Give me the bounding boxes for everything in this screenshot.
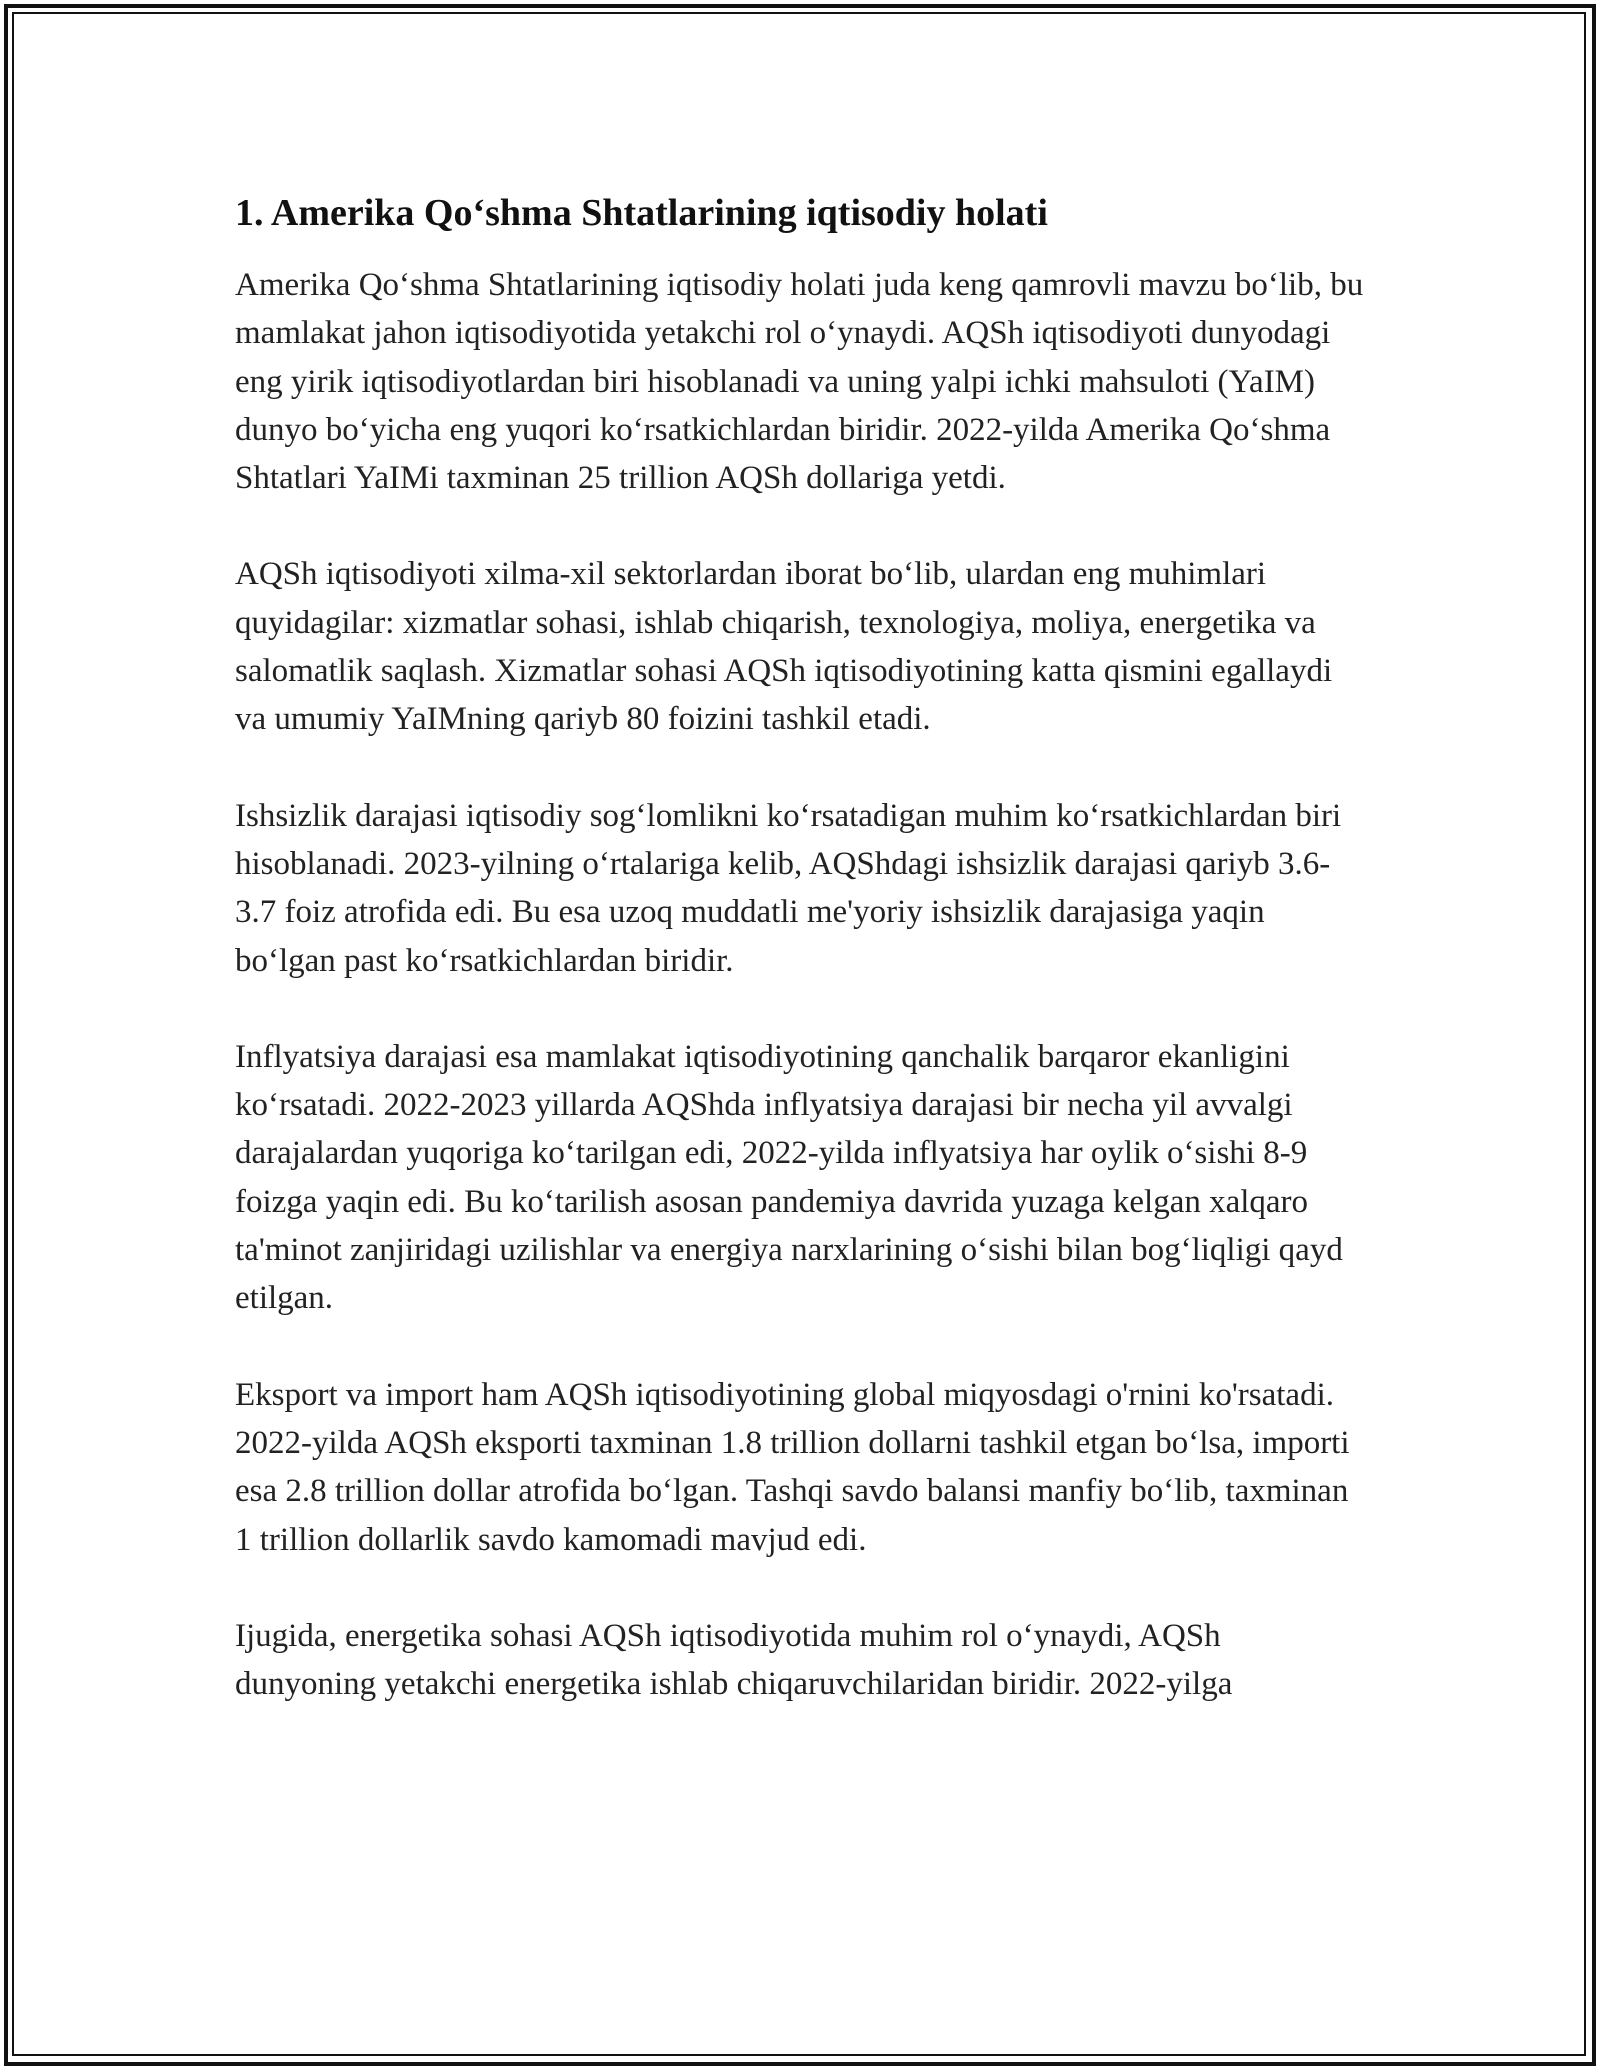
paragraph-trade: Eksport va import ham AQSh iqtisodiyotining global miqyosdagi o'rnini ko'rsatadi. 2022-yilda AQSh eksporti taxminan 1.8 trillion dollarni tashkil etgan bo‘lsa, importi esa 2.8 trillion dollar atrofida bo‘lgan. Tashqi savdo balansi manfiy bo‘lib, taxminan 1 trillion dollarlik savdo kamomadi mavjud edi. (235, 1376, 1350, 1558)
document-body (235, 185, 1365, 1708)
section-title: 1. Amerika Qo‘shma Shtatlarining iqtisodiy holati (235, 192, 1048, 234)
paragraph-inflation: Inflyatsiya darajasi esa mamlakat iqtisodiyotining qanchalik barqaror ekanligini ko‘rsatadi. 2022-2023 yillarda AQShda inflyatsiya darajasi bir necha yil avvalgi darajalardan yuqoriga ko‘tarilgan edi, 2022-yilda inflyatsiya har oylik o‘sishi 8-9 foizga yaqin edi. Bu ko‘tarilish asosan pandemiya davrida yuzaga kelgan xalqaro ta'minot zanjiridagi uzilishlar va energiya narxlarining o‘sishi bilan bog‘liqligi qayd etilgan. (235, 1038, 1343, 1317)
paragraph-sectors: AQSh iqtisodiyoti xilma-xil sektorlardan iborat bo‘lib, ulardan eng muhimlari quyidagilar: xizmatlar sohasi, ishlab chiqarish, texnologiya, moliya, energetika va salomatlik saqlash. Xizmatlar sohasi AQSh iqtisodiyotining katta qismini egallaydi va umumiy YaIMning qariyb 80 foizini tashkil etadi. (235, 556, 1333, 738)
paragraph-gdp: Amerika Qo‘shma Shtatlarining iqtisodiy holati juda keng qamrovli mavzu bo‘lib, bu mamlakat jahon iqtisodiyotida yetakchi rol o‘ynaydi. AQSh iqtisodiyoti dunyodagi eng yirik iqtisodiyotlardan biri hisoblanadi va uning yalpi ichki mahsuloti (YaIM) dunyo bo‘yicha eng yuqori ko‘rsatkichlardan biridir. 2022-yilda Amerika Qo‘shma Shtatlari YaIMi taxminan 25 trillion AQSh dollariga yetdi. (235, 267, 1364, 497)
paragraph-unemployment: Ishsizlik darajasi iqtisodiy sog‘lomlikni ko‘rsatadigan muhim ko‘rsatkichlardan biri hisoblanadi. 2023-yilning o‘rtalariga kelib, AQShdagi ishsizlik darajasi qariyb 3.6-3.7 foiz atrofida edi. Bu esa uzoq muddatli me'yoriy ishsizlik darajasiga yaqin bo‘lgan past ko‘rsatkichlardan biridir. (235, 797, 1342, 979)
paragraph-energy: Ijugida, energetika sohasi AQSh iqtisodiyotida muhim rol o‘ynaydi, AQSh dunyoning yetakchi energetika ishlab chiqaruvchilaridan biridir. 2022-yilga (235, 1617, 1233, 1703)
